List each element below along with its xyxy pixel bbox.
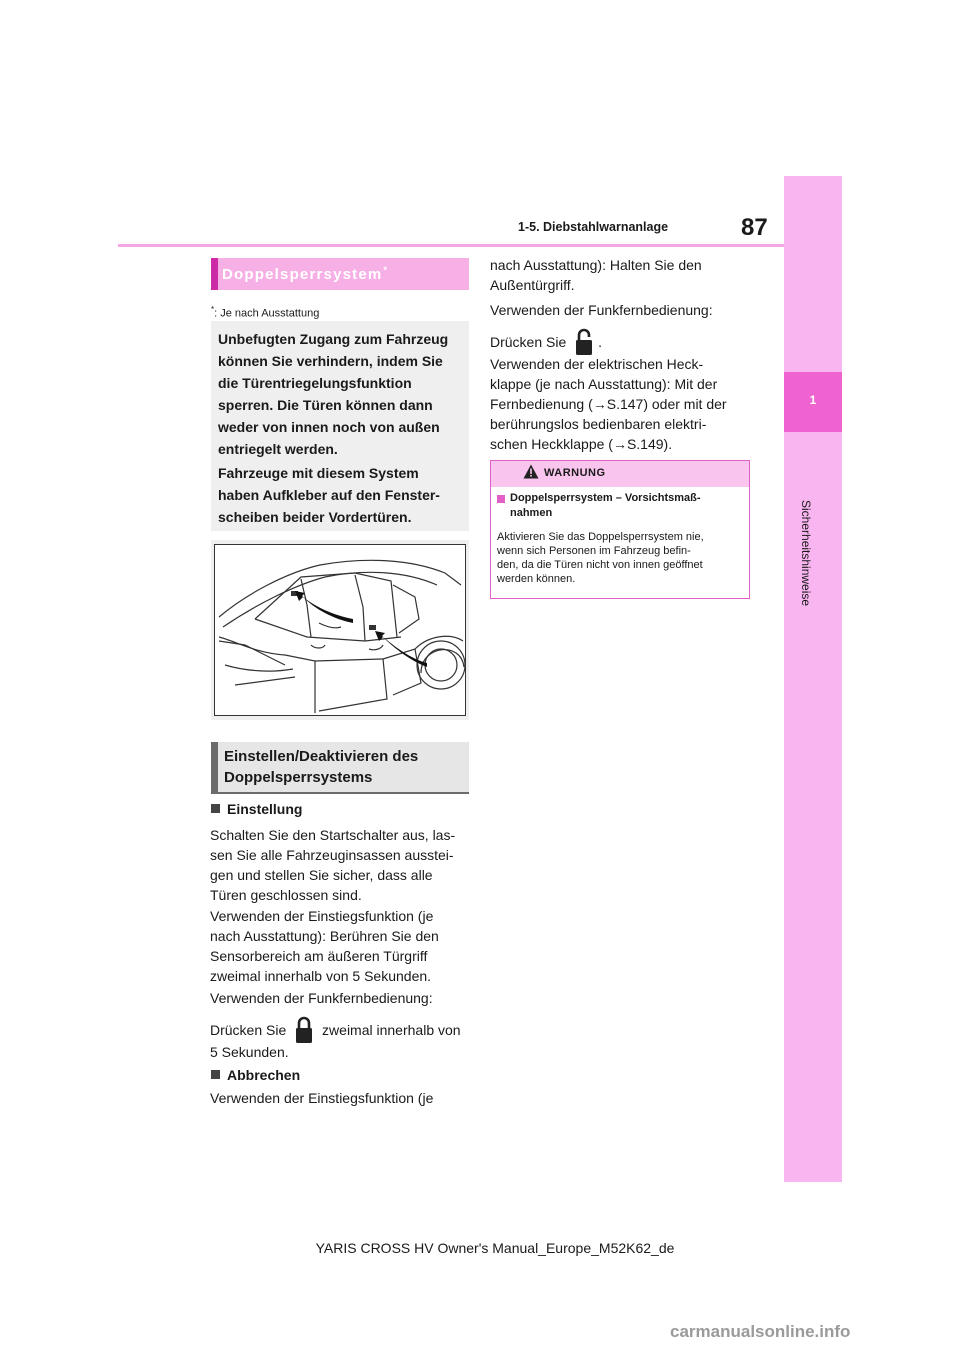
watermark: carmanualsonline.info	[670, 1322, 851, 1341]
funkfernbedienung-line: Verwenden der Funkfernbedienung:	[210, 990, 433, 1006]
chapter-number: 1	[809, 393, 817, 407]
car-illustration	[215, 545, 465, 715]
intro-paragraph-1: Unbefugten Zugang zum Fahrzeug können Sie verhindern, indem Sie die Türentriegelungsfunktion sperren. Die Türen können dann weder von innen noch von außen entriegelt werden.	[218, 331, 449, 457]
footnote: *: Je nach Ausstattung	[211, 305, 320, 320]
abbrechen-paragraph-cont: nach Ausstattung): Halten Sie den Außentürgriff.	[490, 257, 702, 293]
car-door-sticker-illustration	[214, 544, 466, 716]
footnote-marker: *	[211, 305, 215, 314]
bullet-square-icon	[211, 1070, 220, 1079]
chapter-label: Sicherheitshinweise	[799, 500, 813, 607]
lock-icon	[293, 1015, 315, 1045]
section-title: 1-5. Diebstahlwarnanlage	[518, 220, 669, 234]
right-funkfernbedienung-line: Verwenden der Funkfernbedienung:	[490, 302, 713, 318]
einstiegsfunktion-paragraph: Verwenden der Einstiegsfunktion (je nach Ausstattung): Berühren Sie den Sensorbereich am äußeren Türgriff zweimal innerhalb von 5 Sekunden.	[210, 908, 439, 984]
warning-triangle-icon	[523, 464, 539, 479]
einstellung-heading: Einstellung	[211, 801, 302, 817]
bullet-square-icon	[211, 804, 220, 813]
unlock-icon	[573, 327, 595, 357]
warning-text: Aktivieren Sie das Doppelsperrsystem nie, wenn sich Personen im Fahrzeug befin- den, da die Türen nicht von innen geöffnet werden können.	[497, 531, 704, 585]
heckklappe-paragraph: Verwenden der elektrischen Heck- klappe (je nach Ausstattung): Mit der Fernbedienung (→S.147) oder mit der berührungslos bedienbaren elektri- schen Heckklappe (→S.149).	[490, 356, 727, 452]
abbrechen-heading: Abbrechen	[211, 1067, 300, 1083]
press-lock-line-cont: 5 Sekunden.	[210, 1044, 289, 1060]
subsection-title-rule	[211, 792, 469, 794]
header-rule	[118, 244, 784, 247]
warning-title: WARNUNG	[544, 467, 606, 479]
einstellung-paragraph: Schalten Sie den Startschalter aus, las- sen Sie alle Fahrzeuginsassen ausstei- gen und stellen Sie sicher, dass alle Türen geschlossen sind.	[210, 827, 456, 903]
press-lock-line: Drücken Sie zweimal innerhalb von	[210, 1015, 472, 1045]
einstellen-deaktivieren-title: Einstellen/Deaktivieren des Doppelsperrsystems	[224, 748, 419, 786]
right-press-lock-line: Drücken Sie .	[490, 327, 752, 357]
intro-paragraph-2: Fahrzeuge mit diesem System haben Aufkleber auf den Fenster- scheiben beider Vordertüren.	[218, 465, 440, 525]
warning-bullet-icon	[497, 495, 505, 503]
title-footnote-marker: *	[383, 265, 389, 275]
page-number: 87	[741, 214, 768, 241]
abbrechen-paragraph: Verwenden der Einstiegsfunktion (je	[210, 1090, 434, 1106]
doppelsperrsystem-title: Doppelsperrsystem*	[222, 265, 389, 283]
chapter-tab	[784, 176, 842, 1182]
warning-subheading: Doppelsperrsystem – Vorsichtsmaß- nahmen	[510, 492, 701, 519]
manual-footer: YARIS CROSS HV Owner's Manual_Europe_M52K62_de	[315, 1240, 675, 1256]
